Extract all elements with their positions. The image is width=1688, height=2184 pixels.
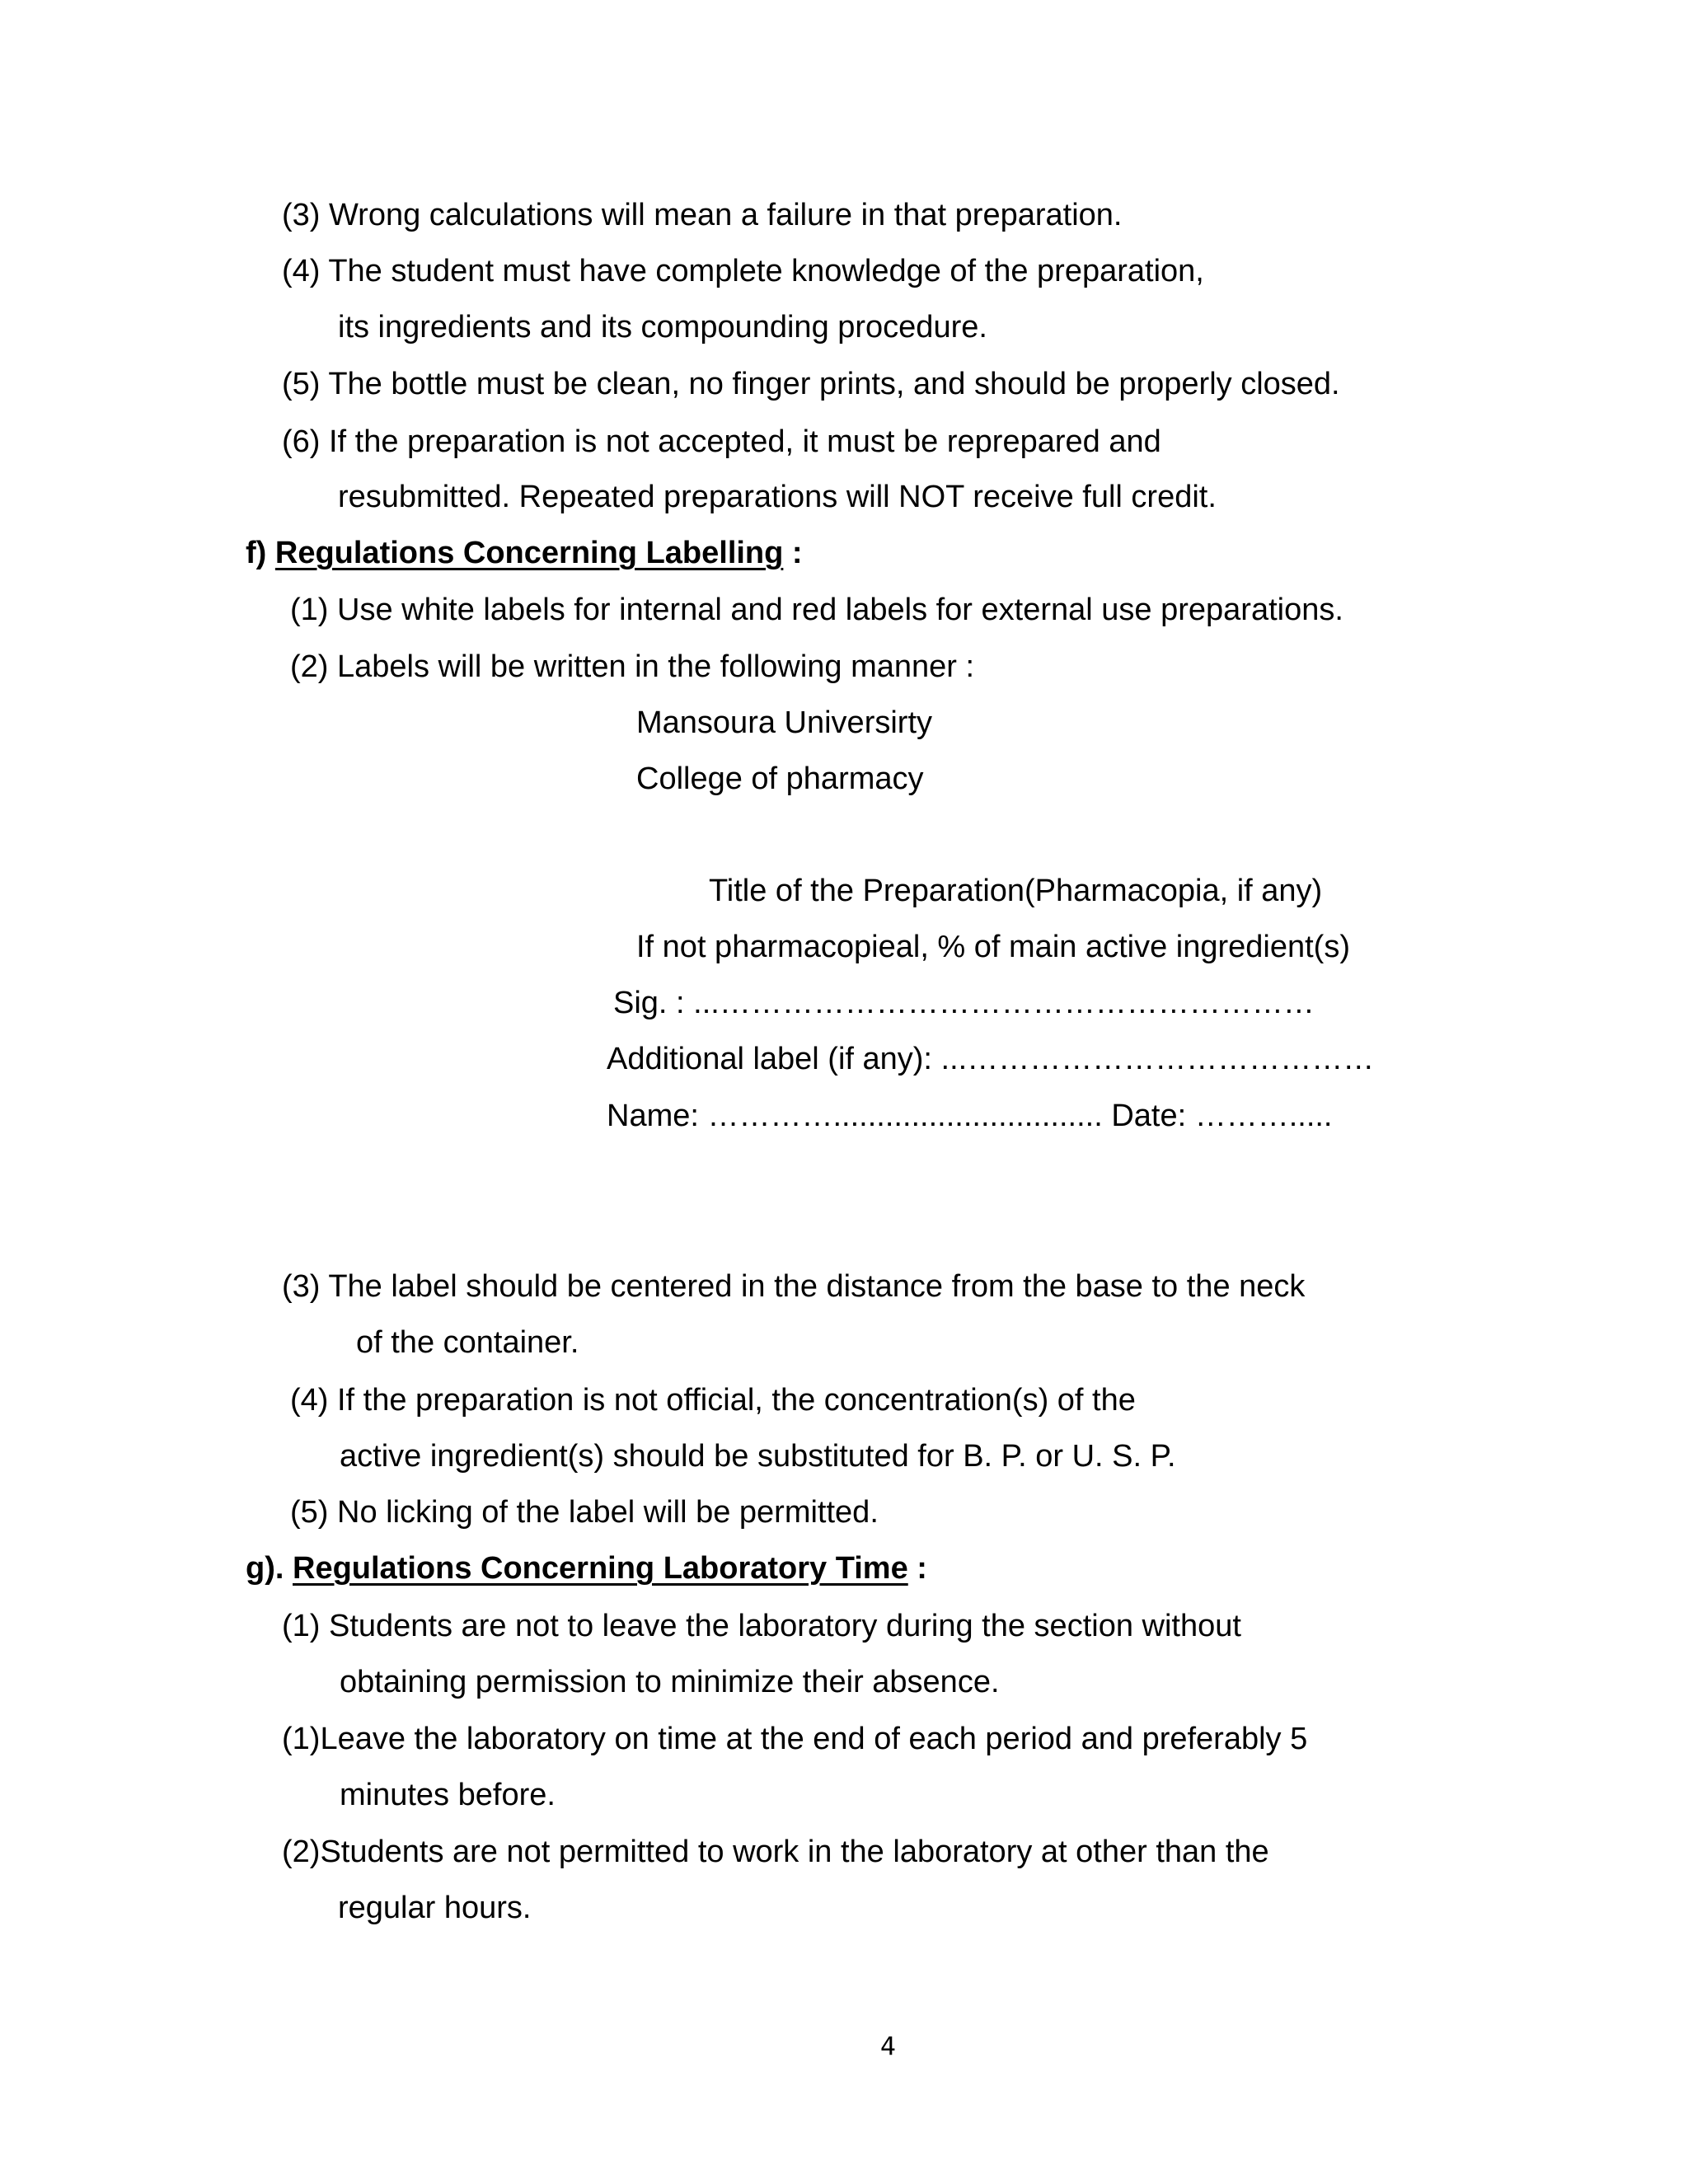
- section-prefix: f): [246, 536, 267, 570]
- label-additional-line: Additional label (if any): ...…………………………………: [607, 1042, 1375, 1076]
- label-ingredient-line: If not pharmacopieal, % of main active ingredient(s): [636, 930, 1350, 964]
- label-sig-line: Sig. : ...…………………………………………………: [613, 986, 1315, 1020]
- list-item: (1)Leave the laboratory on time at the end of each period and preferably 5: [282, 1722, 1308, 1756]
- label-title-line: Title of the Preparation(Pharmacopia, if any): [709, 874, 1323, 908]
- section-title: Regulations Concerning Labelling: [274, 536, 784, 570]
- section-title: Regulations Concerning Laboratory Time: [293, 1551, 908, 1586]
- label-name-date-line: Name: …………............................... Date: ……….....: [607, 1099, 1333, 1133]
- section-suffix: :: [791, 536, 803, 570]
- list-item: (5) No licking of the label will be permitted.: [290, 1495, 879, 1530]
- list-item-continuation: its ingredients and its compounding procedure.: [338, 310, 987, 344]
- list-item: (3) Wrong calculations will mean a failure in that preparation.: [282, 198, 1123, 232]
- list-item: (1) Students are not to leave the laboratory during the section without: [282, 1609, 1241, 1643]
- list-item-continuation: active ingredient(s) should be substituted for B. P. or U. S. P.: [340, 1439, 1176, 1474]
- section-prefix: g).: [246, 1551, 284, 1586]
- label-university: Mansoura Universirty: [636, 705, 932, 740]
- page-number: 4: [880, 2032, 897, 2061]
- list-item: (4) The student must have complete knowledge of the preparation,: [282, 254, 1204, 288]
- label-college: College of pharmacy: [636, 762, 924, 796]
- section-heading-lab-time: [246, 1549, 927, 1587]
- section-heading-labelling: [246, 534, 803, 572]
- list-item: (3) The label should be centered in the distance from the base to the neck: [282, 1269, 1306, 1304]
- list-item: (5) The bottle must be clean, no finger prints, and should be properly closed.: [282, 367, 1340, 401]
- list-item: (6) If the preparation is not accepted, it must be reprepared and: [282, 424, 1161, 459]
- list-item: (1) Use white labels for internal and red labels for external use preparations.: [290, 593, 1343, 627]
- list-item-continuation: resubmitted. Repeated preparations will NOT receive full credit.: [338, 480, 1217, 514]
- section-suffix: :: [917, 1551, 927, 1586]
- list-item: (2) Labels will be written in the following manner :: [290, 649, 975, 684]
- list-item-continuation: minutes before.: [340, 1778, 556, 1812]
- list-item: (4) If the preparation is not official, the concentration(s) of the: [290, 1383, 1136, 1418]
- list-item-continuation: regular hours.: [338, 1891, 532, 1925]
- list-item-continuation: of the container.: [356, 1325, 579, 1360]
- list-item: (2)Students are not permitted to work in the laboratory at other than the: [282, 1835, 1269, 1869]
- list-item-continuation: obtaining permission to minimize their absence.: [340, 1665, 1000, 1699]
